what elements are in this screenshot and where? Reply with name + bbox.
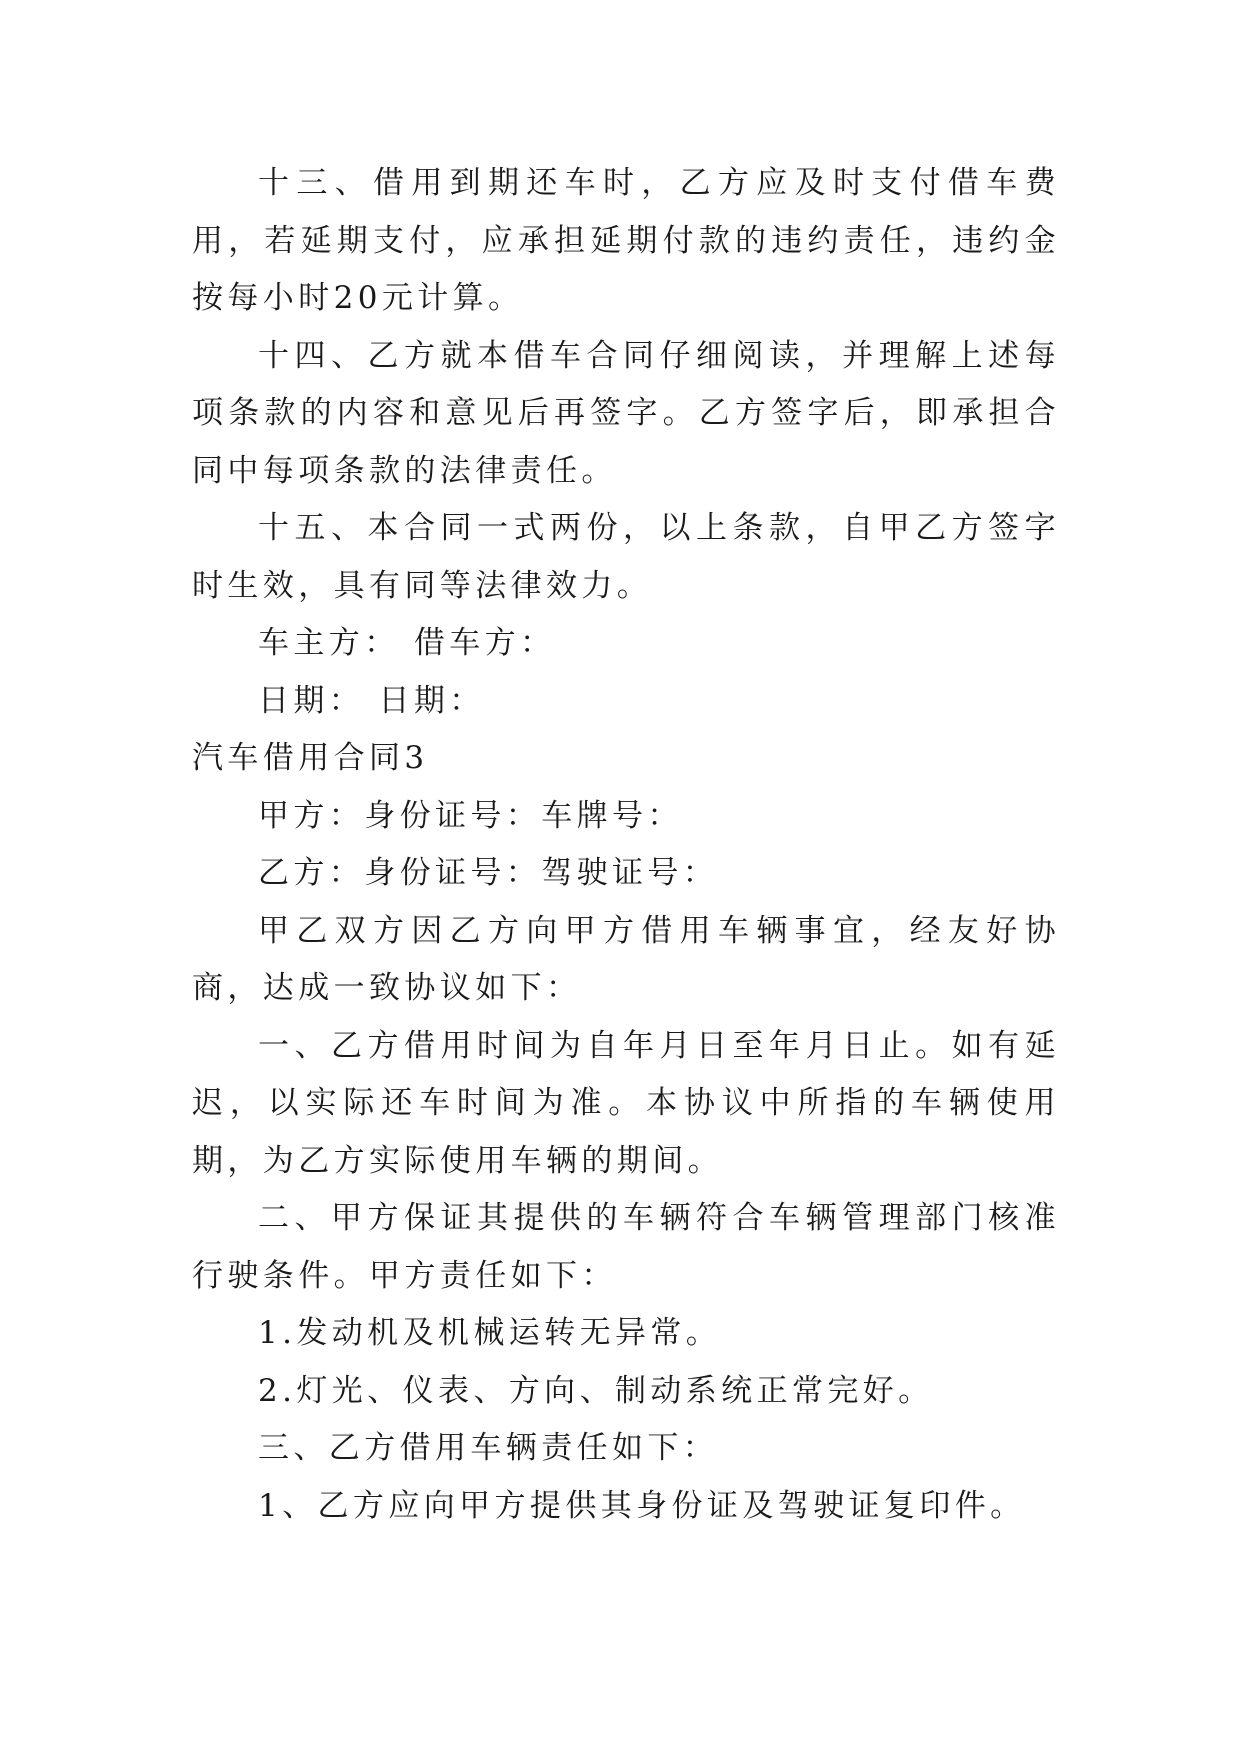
clause-13: 十三、借用到期还车时，乙方应及时支付借车费用，若延期支付，应承担延期付款的违约责任，违约金按每小时20元计算。 [192, 165, 1060, 316]
signature-line-parties: 车主方： 借车方： [258, 625, 556, 661]
clause-2: 二、甲方保证其提供的车辆符合车辆管理部门核准行驶条件。甲方责任如下： [192, 1200, 1060, 1294]
clause-14: 十四、乙方就本借车合同仔细阅读，并理解上述每项条款的内容和意见后再签字。乙方签字后，即承担合同中每项条款的法律责任。 [192, 337, 1060, 489]
clause-3-item-1: 1、乙方应向甲方提供其身份证及驾驶证复印件。 [258, 1487, 1026, 1524]
clause-2-item-2: 2.灯光、仪表、方向、制动系统正常完好。 [258, 1372, 934, 1409]
signature-line-dates: 日期： 日期： [258, 682, 485, 719]
party-a-info: 甲方：身份证号：车牌号： [258, 797, 683, 834]
section-heading: 汽车借用合同3 [192, 740, 429, 776]
party-b-info: 乙方：身份证号：驾驶证号： [258, 855, 719, 891]
clause-15: 十五、本合同一式两份，以上条款，自甲乙方签字时生效，具有同等法律效力。 [192, 510, 1060, 604]
clause-1: 一、乙方借用时间为自年月日至年月日止。如有延迟，以实际还车时间为准。本协议中所指的车辆使用期，为乙方实际使用车辆的期间。 [192, 1027, 1060, 1179]
clause-2-item-1: 1.发动机及机械运转无异常。 [258, 1315, 722, 1351]
agreement-intro: 甲乙双方因乙方向甲方借用车辆事宜，经友好协商，达成一致协议如下： [192, 912, 1060, 1006]
clause-3: 三、乙方借用车辆责任如下： [258, 1430, 719, 1466]
document-body [192, 155, 1060, 1535]
